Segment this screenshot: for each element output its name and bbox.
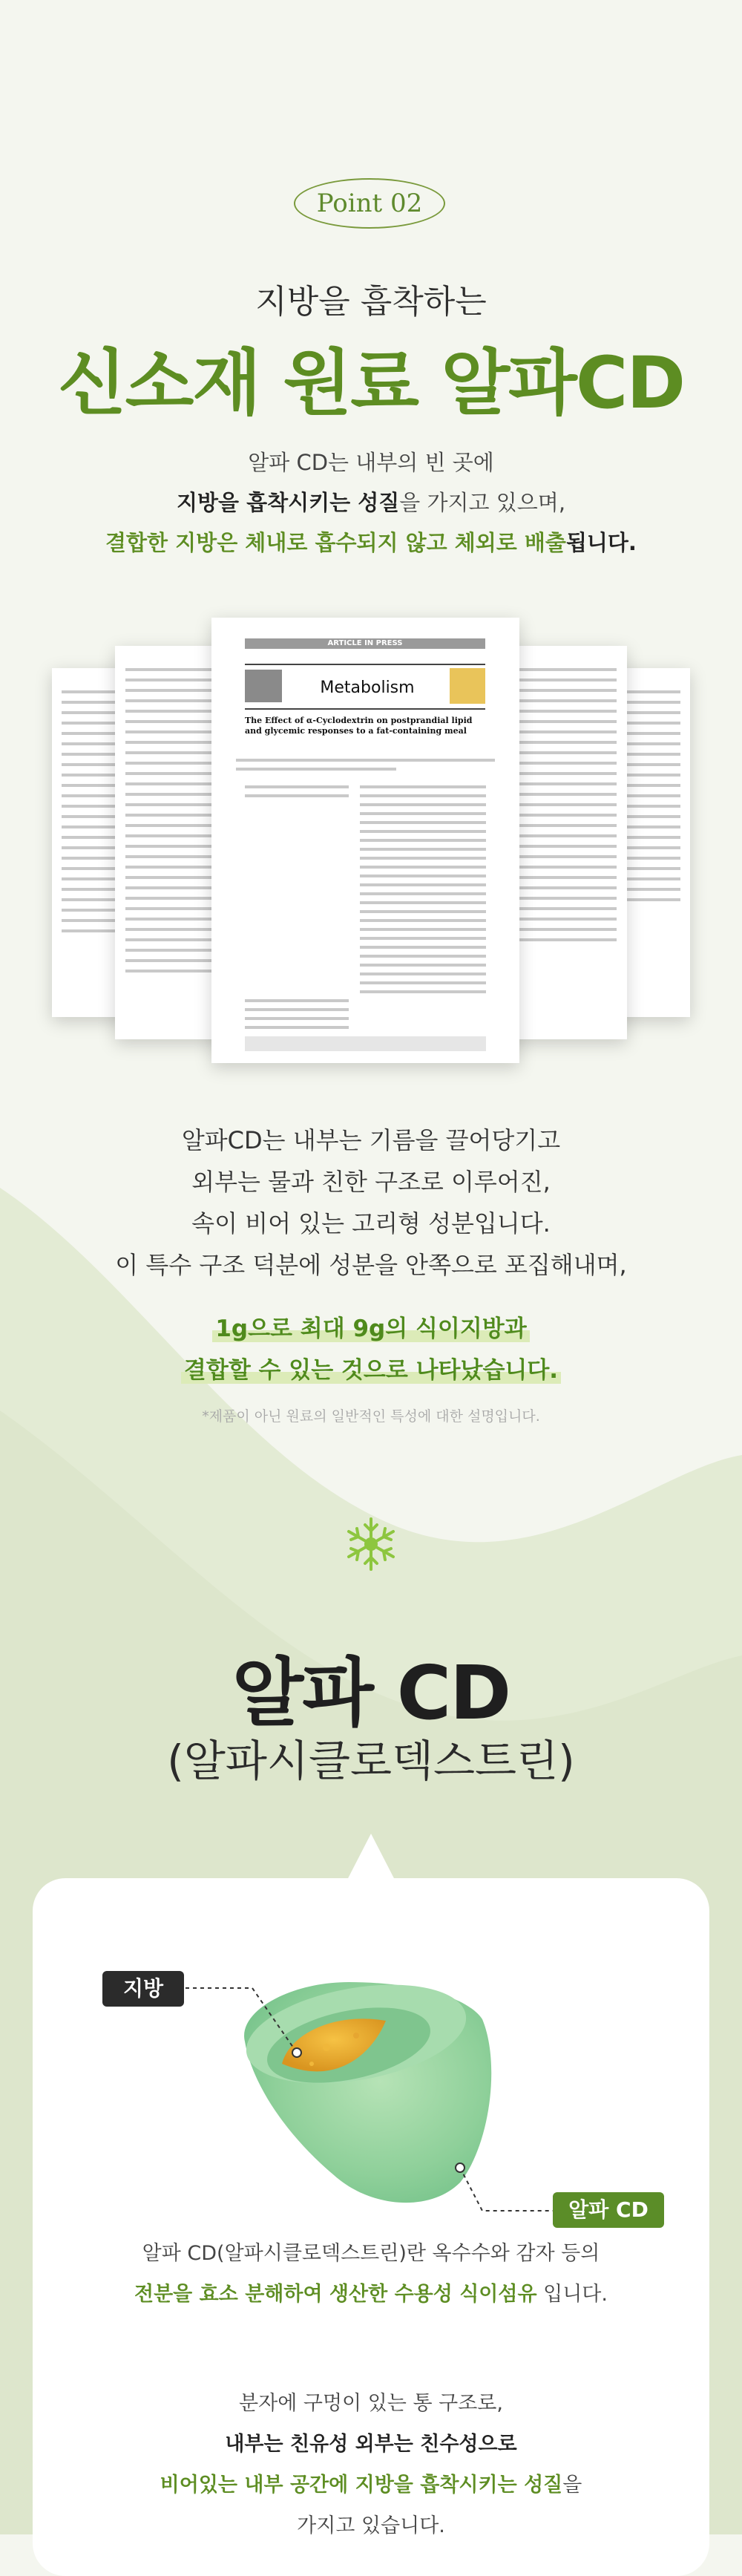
alpha-struct-line-4: 가지고 있습니다. [297,2514,445,2537]
alpha-struct-line-2: 내부는 친유성 외부는 친수성으로 [225,2433,517,2456]
intro-line-1: 알파 CD는 내부의 빈 곳에 [248,450,494,475]
journal-cover [450,668,485,704]
card-pointer [346,1834,396,1883]
disclaimer-note: *제품이 아닌 원료의 일반적인 특성에 대한 설명입니다. [202,1408,540,1425]
intro-subtitle: 지방을 흡착하는 [255,283,487,321]
alpha-struct-line-3-green: 비어있는 내부 공간에 지방을 흡착시키는 성질 [160,2474,563,2497]
description-paragraph [0,1119,742,1286]
alpha-def-line-1: 알파 CD(알파시클로덱스트린)란 옥수수와 감자 등의 [142,2242,600,2265]
alpha-struct-line-1: 분자에 구멍이 있는 통 구조로, [239,2392,503,2415]
alpha-definition [0,2233,742,2315]
description-line: 속이 비어 있는 고리형 성분입니다. [191,1209,551,1238]
label-alpha-cd: 알파 CD [553,2192,664,2228]
molecule-icon [343,1514,399,1574]
intro-line-3-green: 결합한 지방은 체내로 흡수되지 않고 체외로 배출 [105,530,566,555]
intro-paragraph [0,442,742,563]
highlight-paragraph [0,1308,742,1391]
intro-line-3-rest: 됩니다. [565,530,637,555]
journal-name: Metabolism [320,679,415,697]
journal-banner [245,664,485,710]
description-line: 알파CD는 내부는 기름을 끌어당기고 [181,1126,561,1154]
description-line: 외부는 물과 친한 구조로 이루어진, [191,1168,551,1196]
description-line: 이 특수 구조 덕분에 성분을 안쪽으로 포집해내며, [115,1251,627,1279]
point-badge: Point 02 [294,178,445,229]
alpha-def-line-2-rest: 입니다. [536,2283,608,2306]
label-fat: 지방 [102,1971,184,2007]
highlight-line: 1g으로 최대 9g의 식이지방과 [212,1315,529,1342]
alpha-title: 알파 CD [232,1650,510,1736]
paper-main [211,618,519,1063]
intro-headline: 신소재 원료 알파CD [57,341,685,425]
intro-line-2-rest: 을 가지고 있으며, [399,490,566,515]
intro-line-2-bold: 지방을 흡착시키는 성질 [176,490,400,515]
alpha-subtitle: (알파시클로덱스트린) [167,1736,575,1786]
alpha-def-line-2-green: 전분을 효소 분해하여 생산한 수용성 식이섬유 [134,2283,537,2306]
highlight-line: 결합할 수 있는 것으로 나타났습니다. [181,1357,561,1384]
publisher-logo [245,670,282,702]
alpha-struct-line-3-rest: 을 [562,2474,582,2497]
article-title: The Effect of α-Cyclodextrin on postprandial lipid and glycemic responses to a fat-containing meal [245,716,473,736]
paper-header: ARTICLE IN PRESS [245,638,485,649]
alpha-structure [0,2383,742,2546]
